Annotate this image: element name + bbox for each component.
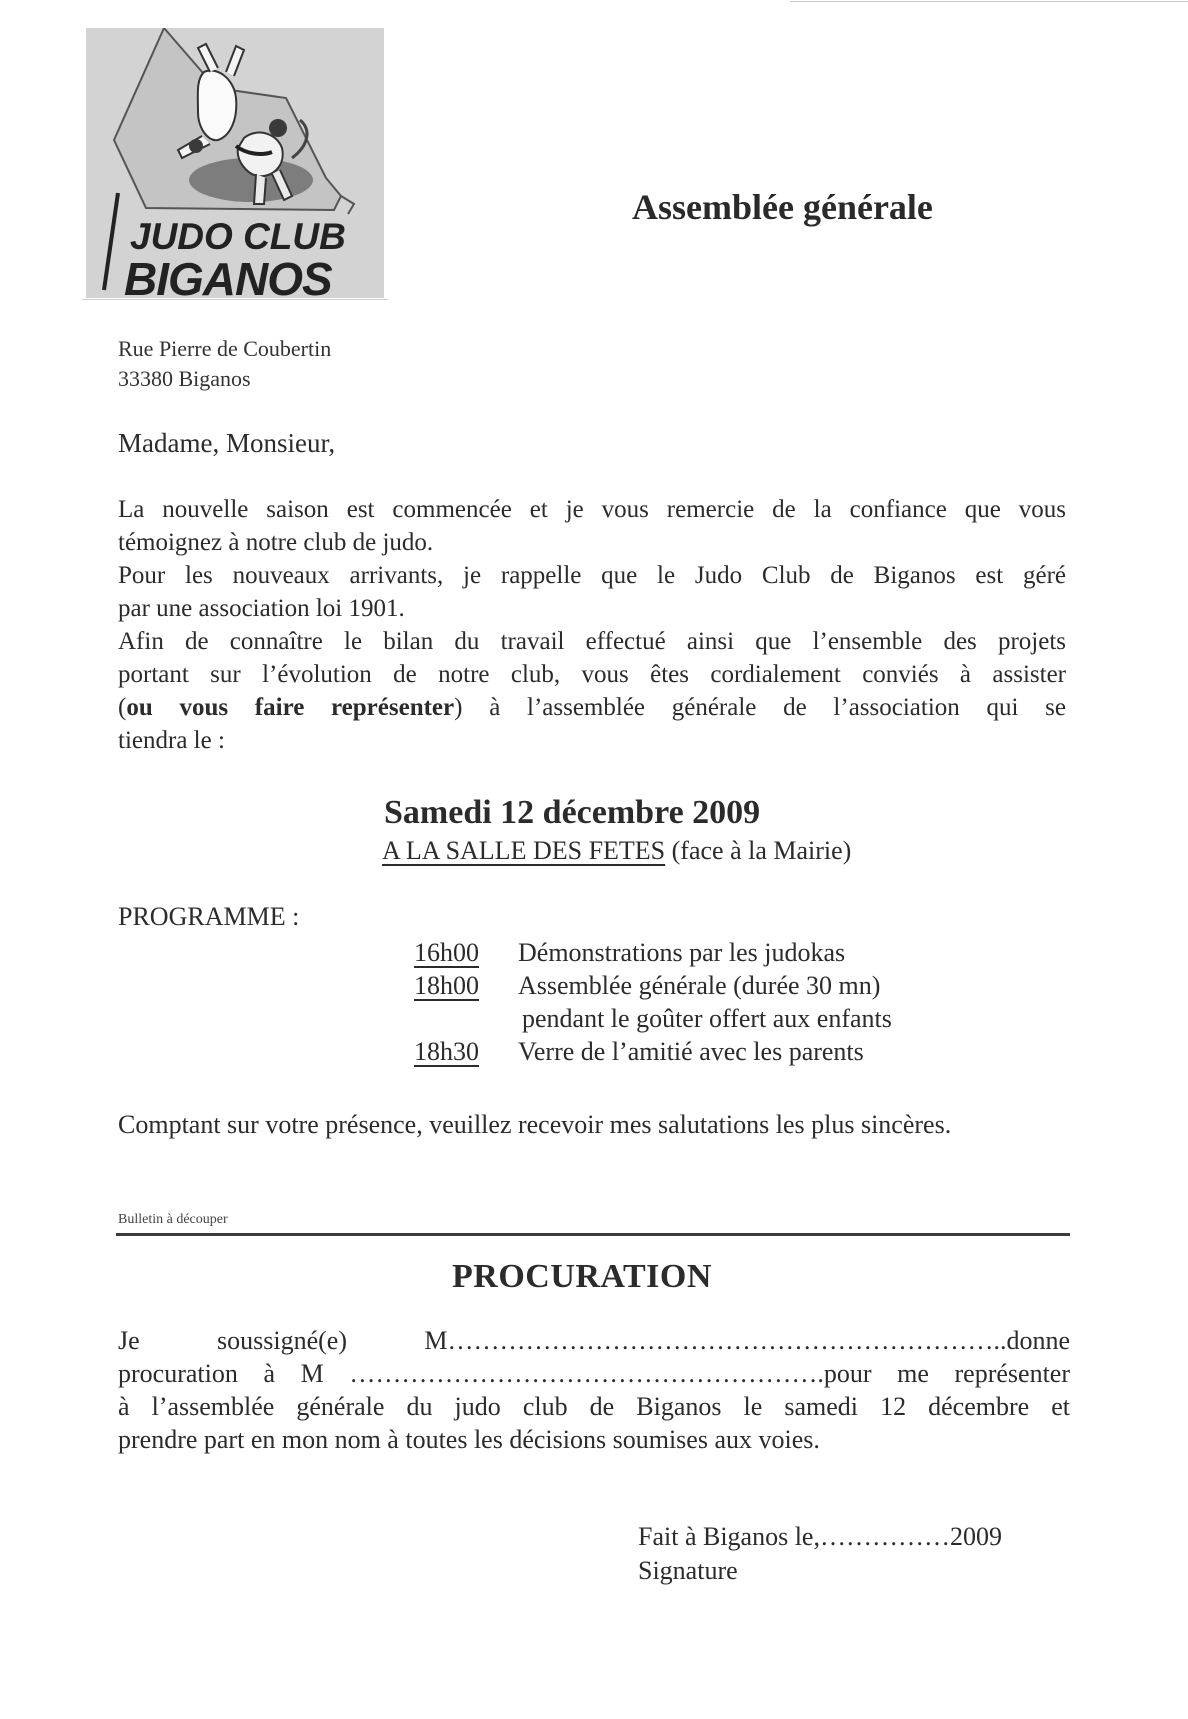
- schedule-time: 16h00: [414, 938, 479, 967]
- event-place-note: (face à la Mairie): [665, 836, 852, 865]
- body-p1-line2: témoignez à notre club de judo.: [118, 529, 434, 556]
- procuration-line3: à l’assemblée générale du judo club de Biganos le samedi 12 décembre et: [118, 1392, 1070, 1421]
- event-place: A LA SALLE DES FETES: [382, 836, 666, 865]
- address-city: 33380 Biganos: [118, 366, 251, 391]
- scan-edge-line: [790, 1, 1188, 2]
- procuration-line1: Je soussigné(e) M………………………………………………………..donne: [118, 1326, 1070, 1355]
- address-street: Rue Pierre de Coubertin: [118, 336, 332, 361]
- logo-text-judo-club: JUDO CLUB: [130, 216, 346, 257]
- schedule-time: 18h30: [414, 1037, 479, 1066]
- signature-label: Signature: [638, 1556, 738, 1585]
- body-p2-line2: par une association loi 1901.: [118, 595, 405, 622]
- body-p3-line2: portant sur l’évolution de notre club, vous êtes cordialement conviés à assister: [118, 661, 1066, 688]
- greeting: Madame, Monsieur,: [118, 428, 336, 458]
- document-title: Assemblée générale: [632, 187, 933, 227]
- event-venue: [382, 836, 851, 866]
- logo-text-biganos: BIGANOS: [124, 253, 332, 298]
- club-logo: [86, 28, 384, 298]
- signature-place-date: Fait à Biganos le,……………2009: [638, 1522, 1002, 1551]
- schedule-desc: Assemblée générale (durée 30 mn): [518, 971, 881, 1000]
- schedule-desc: Verre de l’amitié avec les parents: [518, 1037, 864, 1066]
- body-p3-rest: ) à l’assemblée générale de l’association qui se: [454, 694, 1066, 721]
- procuration-line4: prendre part en mon nom à toutes les décisions soumises aux voies.: [118, 1425, 820, 1454]
- schedule-time: 18h00: [414, 971, 479, 1000]
- body-p3-line1: Afin de connaître le bilan du travail effectué ainsi que l’ensemble des projets: [118, 628, 1066, 655]
- cut-line-divider: [116, 1233, 1070, 1236]
- procuration-line2: procuration à M ……………………………………………….pour me représenter: [118, 1359, 1070, 1388]
- body-p3-bold: ou vous faire représenter: [126, 694, 455, 721]
- body-p2-line1: Pour les nouveaux arrivants, je rappelle que le Judo Club de Biganos est géré: [118, 562, 1066, 589]
- paren-open: (: [118, 694, 127, 721]
- programme-label: PROGRAMME :: [118, 902, 300, 931]
- logo-divider: [82, 299, 388, 300]
- body-p3-line4: tiendra le :: [118, 727, 225, 754]
- cut-out-label: Bulletin à découper: [118, 1212, 228, 1227]
- schedule-desc: Démonstrations par les judokas: [518, 938, 846, 967]
- schedule-desc-continued: pendant le goûter offert aux enfants: [522, 1004, 892, 1033]
- body-p1-line1: La nouvelle saison est commencée et je vous remercie de la confiance que vous: [118, 496, 1066, 523]
- body-p3-line3: [118, 691, 1066, 724]
- event-date: Samedi 12 décembre 2009: [384, 794, 761, 831]
- closing-sentence: Comptant sur votre présence, veuillez recevoir mes salutations les plus sincères.: [118, 1110, 952, 1139]
- procuration-title: PROCURATION: [452, 1258, 712, 1295]
